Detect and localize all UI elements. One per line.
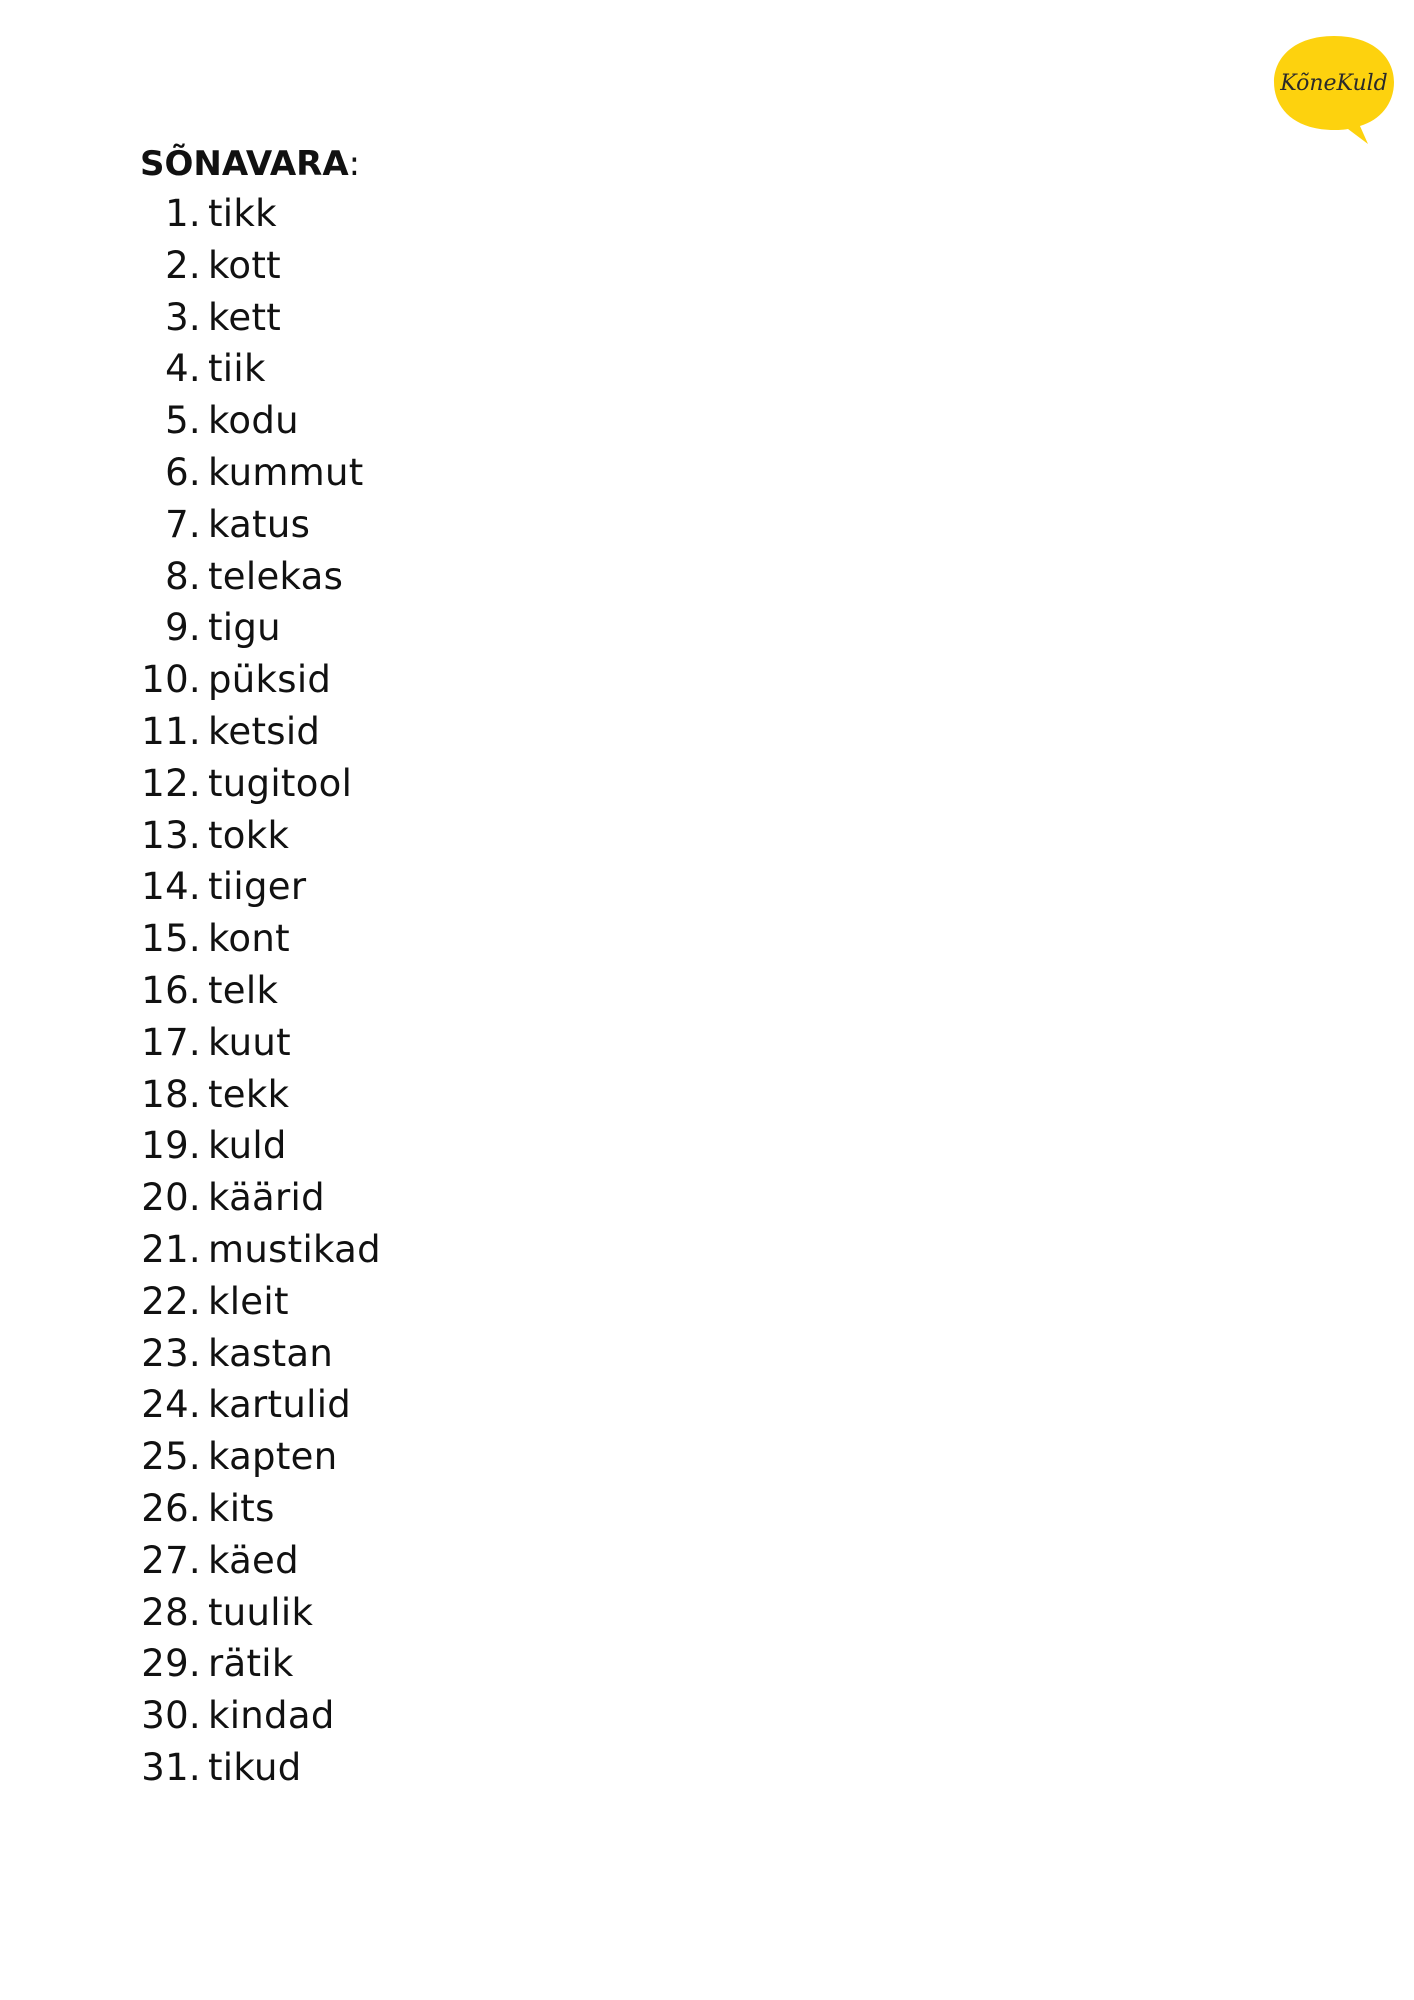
list-item-number: 27. <box>141 1538 201 1582</box>
list-item-word: tiiger <box>208 865 307 909</box>
list-item-number: 8. <box>165 554 201 598</box>
list-item-number: 21. <box>141 1227 201 1271</box>
list-item-number: 17. <box>141 1020 201 1064</box>
konekuld-logo <box>1268 30 1400 150</box>
list-item-word: ketsid <box>208 709 321 753</box>
list-item-number: 31. <box>141 1745 201 1789</box>
list-item-word: kits <box>208 1486 275 1530</box>
list-item-number: 4. <box>165 347 201 391</box>
list-item-word: mustikad <box>208 1227 381 1271</box>
list-item-word: tokk <box>208 813 290 857</box>
list-item-number: 18. <box>141 1072 201 1116</box>
list-item-number: 2. <box>165 243 201 287</box>
list-item-word: tugitool <box>208 761 353 805</box>
list-item-number: 13. <box>141 813 201 857</box>
list-item-word: telekas <box>208 554 344 598</box>
list-item-word: tuulik <box>208 1590 314 1634</box>
list-item-number: 26. <box>141 1486 201 1530</box>
list-item-number: 28. <box>141 1590 201 1634</box>
list-item-number: 6. <box>165 450 201 494</box>
page-title <box>140 140 360 188</box>
list-item-word: kuld <box>208 1124 287 1168</box>
list-item-word: telk <box>208 968 279 1012</box>
list-item-number: 16. <box>141 968 201 1012</box>
list-item-number: 19. <box>141 1124 201 1168</box>
list-item-word: katus <box>208 502 311 546</box>
list-item-number: 15. <box>141 917 201 961</box>
list-item-word: tikud <box>208 1745 302 1789</box>
list-item-word: kastan <box>208 1331 334 1375</box>
logo-wordmark: KõneKuld <box>1280 71 1388 96</box>
list-item-word: kindad <box>208 1694 335 1738</box>
list-item-number: 24. <box>141 1383 201 1427</box>
list-item-number: 23. <box>141 1331 201 1375</box>
list-item-word: tiik <box>208 347 266 391</box>
vocabulary-heading: SÕNAVARA <box>140 144 349 184</box>
list-item-word: käed <box>208 1538 299 1582</box>
list-item-word: kuut <box>208 1020 291 1064</box>
list-item-number: 1. <box>165 192 201 235</box>
heading-colon: : <box>348 144 361 184</box>
list-item-word: tigu <box>208 606 281 650</box>
list-item-number: 30. <box>141 1694 201 1738</box>
list-item-word: tekk <box>208 1072 290 1116</box>
list-item-word: kartulid <box>208 1383 352 1427</box>
list-item-number: 25. <box>141 1435 201 1479</box>
list-item-word: kett <box>208 295 282 339</box>
list-item-word: tikk <box>208 192 277 235</box>
list-item-word: kleit <box>208 1279 289 1323</box>
list-item-word: kott <box>208 243 281 287</box>
list-item-number: 20. <box>141 1176 201 1220</box>
list-item-number: 10. <box>141 658 201 702</box>
list-item-number: 11. <box>141 709 201 753</box>
list-item-word: kont <box>208 917 290 961</box>
list-item-word: kummut <box>208 450 364 494</box>
list-item-number: 22. <box>141 1279 201 1323</box>
list-item-word: püksid <box>208 658 332 702</box>
list-item-word: kodu <box>208 399 299 443</box>
list-item-number: 12. <box>141 761 201 805</box>
list-item-number: 9. <box>165 606 201 650</box>
list-item-number: 14. <box>141 865 201 909</box>
list-item-number: 5. <box>165 399 201 443</box>
list-item-number: 3. <box>165 295 201 339</box>
list-item-word: kapten <box>208 1435 338 1479</box>
list-item-word: rätik <box>208 1642 294 1686</box>
speech-bubble-logo-icon <box>1268 30 1400 150</box>
list-item-number: 7. <box>165 502 201 546</box>
list-item-number: 29. <box>141 1642 201 1686</box>
list-item-word: käärid <box>208 1176 325 1220</box>
